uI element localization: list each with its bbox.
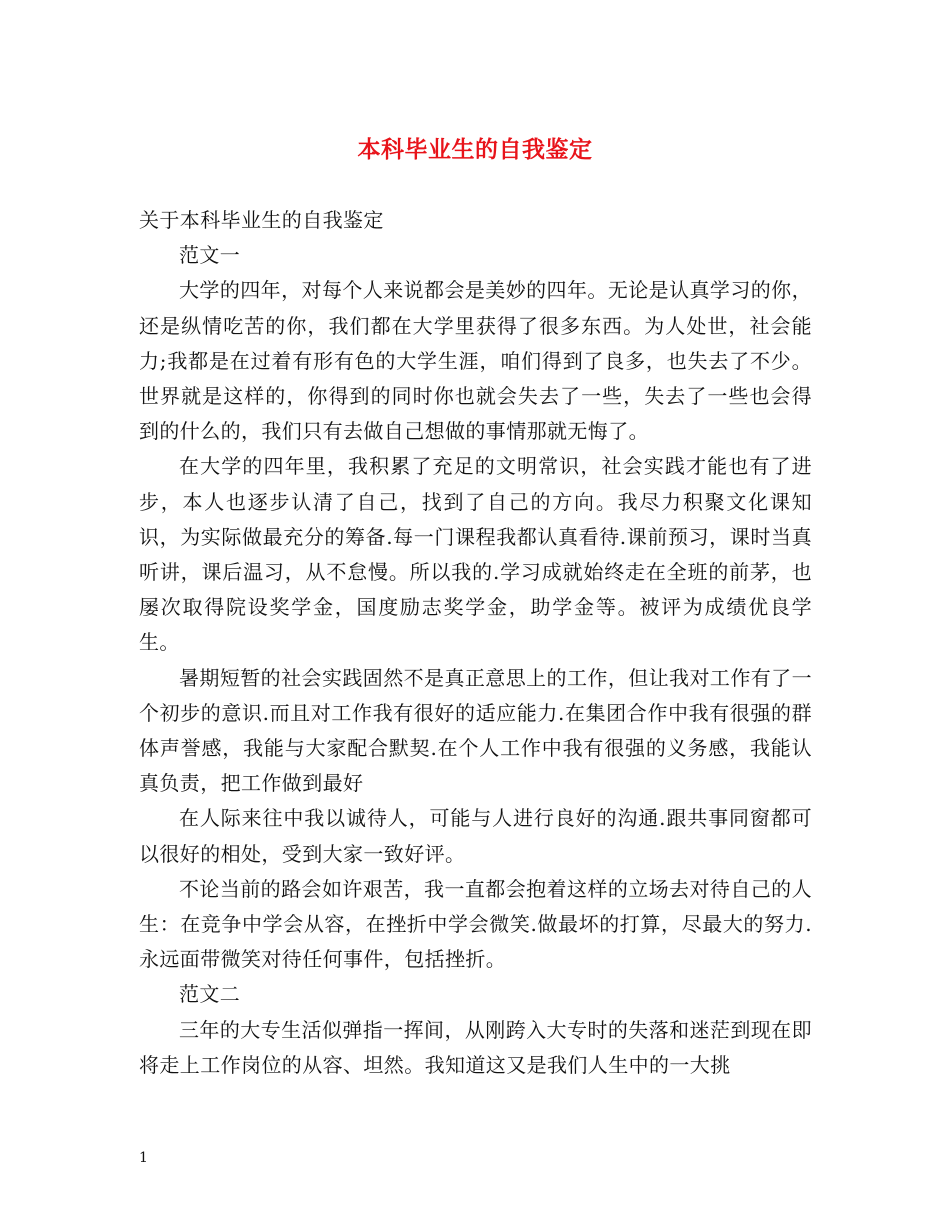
document-title: 本科毕业生的自我鉴定 [357, 136, 593, 163]
paragraph: 范文二 [179, 982, 241, 1007]
paragraph: 在大学的四年里，我积累了充足的文明常识，社会实践才能也有了进步，本人也逐步认清了自己，找到了自己的方向。我尽力积聚文化课知识，为实际做最充分的筹备.每一门课程我都认真看待.课前预习，课时当真听讲，课后温习，从不怠慢。所以我的.学习成就始终走在全班的前茅，也屡次取得院设奖学金，国度励志奖学金，助学金等。被评为成绩优良学生。 [139, 454, 812, 655]
page-number: 1 [139, 1150, 148, 1166]
subtitle: 关于本科毕业生的自我鉴定 [139, 208, 384, 232]
paragraph: 暑期短暂的社会实践固然不是真正意思上的工作，但让我对工作有了一个初步的意识.而且对工作我有很好的适应能力.在集团合作中我有很强的群体声誉感，我能与大家配合默契.在个人工作中我有很强的义务感，我能认真负责，把工作做到最好 [139, 665, 812, 796]
document-body [139, 203, 812, 1083]
paragraph: 范文一 [179, 243, 241, 268]
paragraph: 在人际来往中我以诚待人，可能与人进行良好的沟通.跟共事同窗都可以很好的相处，受到大家一致好评。 [139, 806, 812, 866]
paragraph: 三年的大专生活似弹指一挥间，从刚跨入大专时的失落和迷茫到现在即将走上工作岗位的从容、坦然。我知道这又是我们人生中的一大挑 [139, 1017, 812, 1077]
paragraph: 不论当前的路会如许艰苦，我一直都会抱着这样的立场去对待自己的人生：在竞争中学会从容，在挫折中学会微笑.做最坏的打算，尽最大的努力.永远面带微笑对待任何事件，包括挫折。 [139, 876, 812, 972]
paragraph: 大学的四年，对每个人来说都会是美妙的四年。无论是认真学习的你，还是纵情吃苦的你，我们都在大学里获得了很多东西。为人处世，社会能力;我都是在过着有形有色的大学生涯，咱们得到了良多，也失去了不少。世界就是这样的，你得到的同时你也就会失去了一些，失去了一些也会得到的什么的，我们只有去做自己想做的事情那就无悔了。 [139, 278, 812, 444]
